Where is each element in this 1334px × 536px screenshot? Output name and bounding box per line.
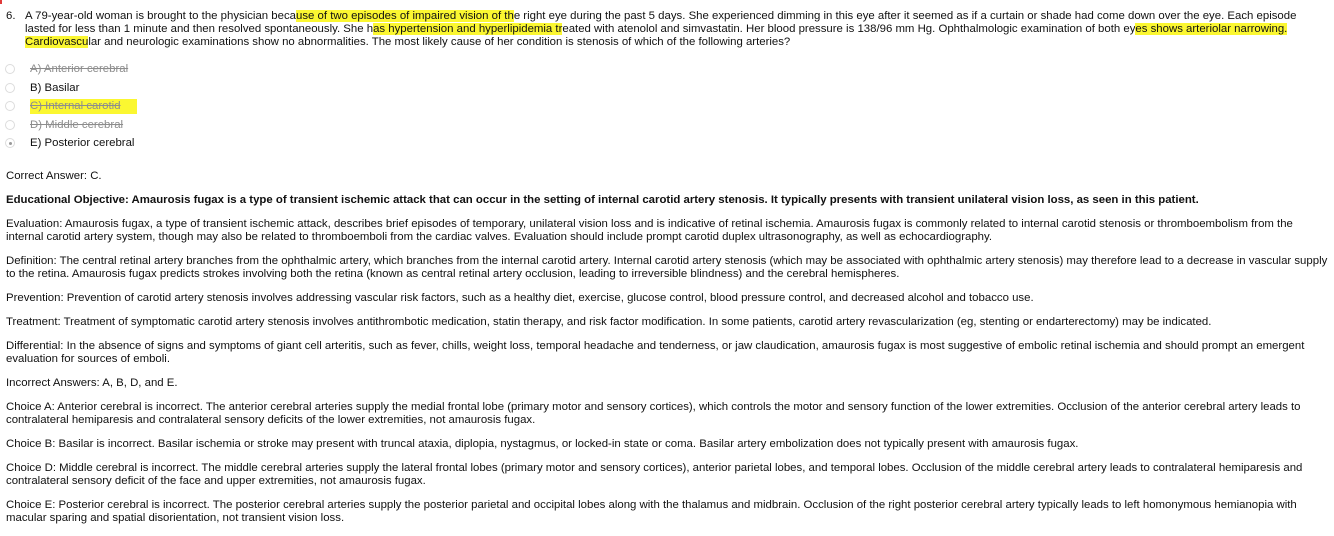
answer-choice-a[interactable] — [5, 63, 305, 82]
question-stem-highlight: es shows arteriolar narrowing. Cardiovascu — [25, 23, 1288, 48]
answer-choice-c[interactable] — [5, 100, 305, 119]
explanation-section — [6, 170, 1332, 536]
choice-d-explanation: Choice D: Middle cerebral is incorrect. The middle cerebral arteries supply the lateral frontal lobes (primary motor and sensory cortices), anterior parietal lobes, and temporal lobes. Occlusion of the middle cerebral artery leads to contralateral hemiparesis and contralateral sensory deficit of the face and upper extremities, not amaurosis fugax. — [6, 462, 1303, 487]
answer-choice-label[interactable]: D) Middle cerebral — [30, 118, 124, 131]
edge-marker — [0, 0, 2, 4]
radio-button-c[interactable] — [5, 101, 15, 111]
prevention-paragraph: Prevention: Prevention of carotid artery stenosis involves addressing vascular risk factors, such as a healthy diet, exercise, glucose control, blood pressure control, and decreased alcohol and tobacco use. — [6, 292, 1034, 304]
answer-choice-label[interactable]: A) Anterior cerebral — [30, 63, 129, 75]
question-number: 6. — [6, 10, 16, 22]
answer-choice-label[interactable]: B) Basilar — [30, 81, 80, 94]
answer-choice-b[interactable] — [5, 82, 305, 101]
incorrect-answers: Incorrect Answers: A, B, D, and E. — [6, 377, 178, 389]
question-stem-segment: e right eye during the past 5 days. She experienced dimming in this eye after it seemed as if a curtain or shade had come down over the eye. Each episode lasted for less than 1 minute and then resolved spontaneously. She h — [25, 10, 1297, 35]
question-stem — [25, 10, 1306, 49]
answer-choice-label[interactable]: E) Posterior cerebral — [30, 137, 135, 149]
choice-e-explanation: Choice E: Posterior cerebral is incorrect. The posterior cerebral arteries supply the posterior parietal and occipital lobes along with the thalamus and midbrain. Occlusion of the right posterior cerebral artery typically leads to left homonymous hemianopia with macular sparing and spatial disorientation, not transient vision loss. — [6, 499, 1297, 524]
radio-button-a[interactable] — [5, 64, 15, 74]
question-stem-highlight: as hypertension and hyperlipidemia tr — [373, 23, 563, 35]
question-stem-highlight: use of two episodes of impaired vision of th — [296, 10, 514, 22]
question-stem-segment: eated with atenolol and simvastatin. Her blood pressure is 138/96 mm Hg. Ophthalmologic examination of both ey — [562, 23, 1136, 35]
answer-choice-label[interactable]: C) Internal carotid — [30, 99, 137, 114]
correct-answer: Correct Answer: C. — [6, 170, 102, 182]
question-stem-segment: A 79-year-old woman is brought to the physician beca — [25, 10, 296, 22]
radio-button-d[interactable] — [5, 120, 15, 130]
choice-b-explanation: Choice B: Basilar is incorrect. Basilar ischemia or stroke may present with truncal ataxia, diplopia, nystagmus, or locked-in state or coma. Basilar artery embolization does not typically present with amaurosis fugax. — [6, 438, 1079, 450]
choice-a-explanation: Choice A: Anterior cerebral is incorrect. The anterior cerebral arteries supply the medial frontal lobe (primary motor and sensory cortices), which controls the motor and sensory function of the lower extremities. Occlusion of the anterior cerebral artery leads to contralateral hemiparesis and contralateral sensory deficits of the lower extremities, not amaurosis fugax. — [6, 401, 1301, 426]
radio-button-e-selected[interactable] — [5, 138, 15, 148]
answer-choice-d[interactable] — [5, 119, 305, 138]
radio-button-b[interactable] — [5, 83, 15, 93]
question-stem-segment: lar and neurologic examinations show no abnormalities. The most likely cause of her condition is stenosis of which of the following arteries? — [88, 36, 791, 48]
educational-objective: Educational Objective: Amaurosis fugax is a type of transient ischemic attack that can occur in the setting of internal carotid artery stenosis. It typically presents with transient unilateral vision loss, as seen in this patient. — [6, 194, 1199, 206]
differential-paragraph: Differential: In the absence of signs and symptoms of giant cell arteritis, such as fever, chills, weight loss, temporal headache and tenderness, or jaw claudication, amaurosis fugax is most suggestive of embolic retinal ischemia and should prompt an emergent evaluation for sources of emboli. — [6, 340, 1305, 365]
treatment-paragraph: Treatment: Treatment of symptomatic carotid artery stenosis involves antithrombotic medication, statin therapy, and risk factor modification. In some patients, carotid artery revascularization (eg, stenting or endarterectomy) may be indicated. — [6, 316, 1212, 328]
definition-paragraph: Definition: The central retinal artery branches from the ophthalmic artery, which branches from the internal carotid artery. Internal carotid artery stenosis (which may be associated with ophthalmic artery stenosis) may therefore lead to a decrease in vascular supply to the retina. Amaurosis fugax predicts strokes involving both the retina (known as central retinal artery occlusion, leading to irreversible blindness) and the cerebral hemispheres. — [6, 255, 1328, 280]
answer-choices — [5, 63, 305, 156]
evaluation-paragraph: Evaluation: Amaurosis fugax, a type of transient ischemic attack, describes brief episodes of temporary, unilateral vision loss and is indicative of retinal ischemia. Amaurosis fugax is commonly related to internal carotid stenosis or thromboembolism from the internal carotid artery system, though may also be related to thromboemboli from the cardiac valves. Evaluation should include prompt carotid duplex ultrasonography, as well as echocardiography. — [6, 218, 1293, 243]
question-block — [6, 10, 1306, 49]
answer-choice-e[interactable] — [5, 137, 305, 156]
